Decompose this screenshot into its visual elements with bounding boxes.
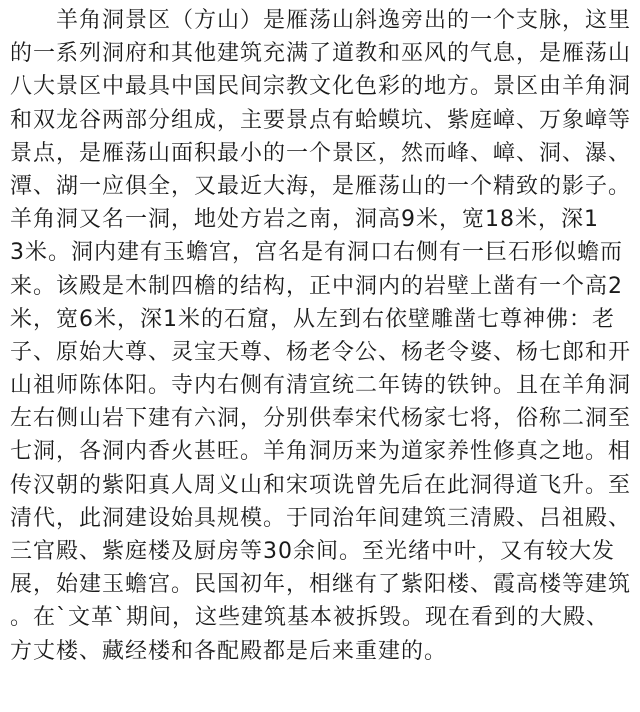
text-line: 清代，此洞建设始具规模。于同治年间建筑三清殿、吕祖殿、 [10,505,632,531]
text-line: 方丈楼、藏经楼和各配殿都是后来重建的。 [10,638,448,664]
text-line: 3米。洞内建有玉蟾宫，宫名是有洞口右侧有一巨石形似蟾而 [10,240,623,266]
text-line: 七洞，各洞内香火甚旺。羊角洞历来为道家养性修真之地。相 [10,439,632,465]
text-line: 左右侧山岩下建有六洞，分别供奉宋代杨家七将，俗称二洞至 [10,406,632,432]
text-line: 八大景区中最具中国民间宗教文化色彩的地方。景区由羊角洞 [10,74,632,100]
document-body [10,4,634,668]
text-line: 的一系列洞府和其他建筑充满了道教和巫风的气息，是雁荡山 [10,41,632,67]
text-line: 三官殿、紫庭楼及厨房等30余间。至光绪中叶，又有较大发 [10,539,615,564]
text-line: 潭、湖一应俱全，又最近大海，是雁荡山的一个精致的影子。 [10,173,632,199]
text-line: 羊角洞又名一洞，地处方岩之南，洞高9米，宽18米，深1 [10,207,599,233]
text-line: 和双龙谷两部分组成，主要景点有蛤蟆坑、紫庭嶂、万象嶂等 [10,107,632,133]
text-line: 山祖师陈体阳。寺内右侧有清宣统二年铸的铁钟。且在羊角洞 [10,373,632,399]
text-line: 展，始建玉蟾宫。民国初年，相继有了紫阳楼、霞高楼等建筑 [10,572,632,598]
text-line: 。在`文革`期间，这些建筑基本被拆毁。现在看到的大殿、 [10,605,610,631]
text-line: 羊角洞景区（方山）是雁荡山斜逸旁出的一个支脉，这里 [10,8,632,33]
text-line: 子、原始大尊、灵宝天尊、杨老令公、杨老令婆、杨七郎和开 [10,339,632,365]
text-line: 传汉朝的紫阳真人周义山和宋项诜曾先后在此洞得道飞升。至 [10,472,632,498]
text-line: 景点，是雁荡山面积最小的一个景区，然而峰、嶂、洞、瀑、 [10,140,632,166]
text-line: 米，宽6米，深1米的石窟，从左到右依壁雕凿七尊神佛：老 [10,306,615,332]
text-line: 来。该殿是木制四檐的结构，正中洞内的岩壁上凿有一个高2 [10,273,623,299]
